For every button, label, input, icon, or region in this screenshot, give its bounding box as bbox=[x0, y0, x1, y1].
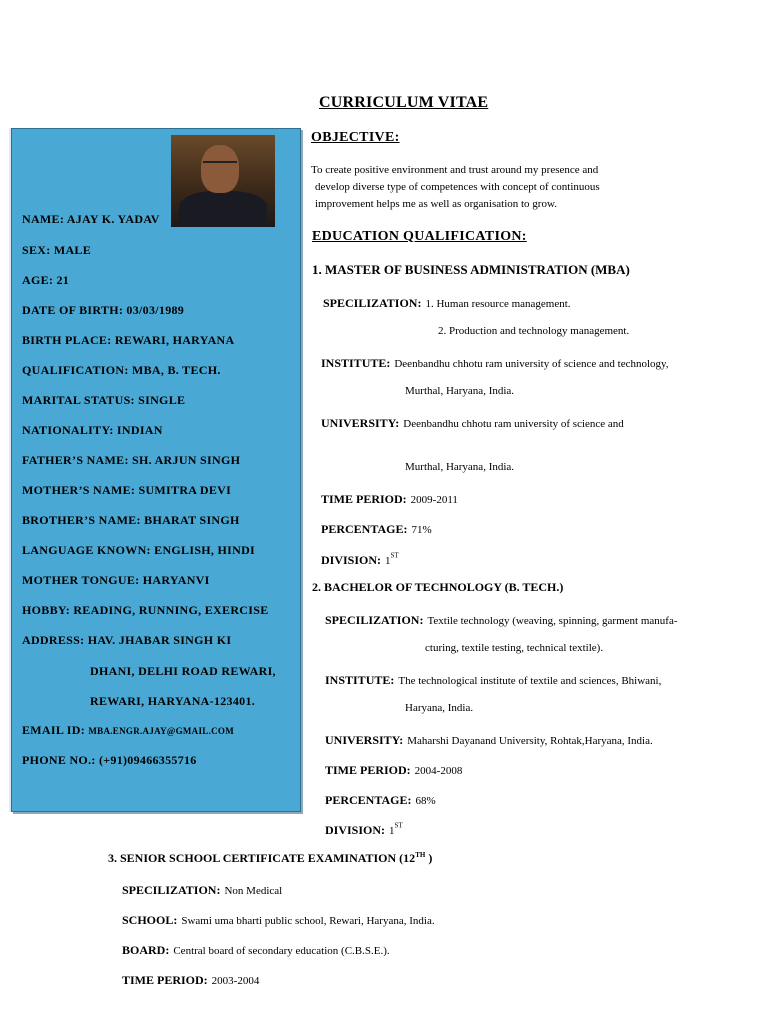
board-value: Central board of secondary education (C.B.S.E.). bbox=[173, 945, 390, 957]
profile-photo bbox=[171, 135, 275, 227]
dob-field: DATE OF BIRTH: 03/03/1989 bbox=[22, 303, 185, 317]
division-suffix: ST bbox=[394, 821, 403, 830]
btech-institute bbox=[325, 671, 661, 689]
hobby-field: HOBBY: READING, RUNNING, EXERCISE bbox=[22, 603, 269, 617]
board-label: BOARD: bbox=[122, 943, 170, 957]
ssc-school bbox=[122, 911, 435, 929]
mother-tongue-field: MOTHER TONGUE: HARYANVI bbox=[22, 573, 210, 587]
ssc-title-end: ) bbox=[425, 851, 433, 865]
time-label: TIME PERIOD: bbox=[321, 492, 407, 506]
percentage-value: 68% bbox=[415, 795, 436, 807]
address-line-2: DHANI, DELHI ROAD REWARI, bbox=[90, 664, 276, 678]
spec-value: Non Medical bbox=[224, 885, 283, 897]
spec-label: SPECILIZATION: bbox=[323, 296, 422, 310]
objective-line-3: improvement helps me as well as organisation to grow. bbox=[315, 198, 557, 210]
email-label: EMAIL ID: bbox=[22, 723, 89, 737]
institute-label: INSTITUTE: bbox=[325, 673, 395, 687]
division-label: DIVISION: bbox=[321, 553, 382, 567]
time-label: TIME PERIOD: bbox=[122, 973, 208, 987]
time-value: 2009-2011 bbox=[410, 494, 458, 506]
objective-line-2: develop diverse type of competences with concept of continuous bbox=[315, 181, 600, 193]
division-suffix: ST bbox=[390, 551, 399, 560]
school-value: Swami uma bharti public school, Rewari, Haryana, India. bbox=[181, 915, 435, 927]
ssc-title bbox=[108, 851, 432, 866]
ssc-time-period bbox=[122, 971, 259, 989]
photo-suit bbox=[179, 191, 267, 227]
objective-heading: OBJECTIVE: bbox=[311, 130, 400, 145]
time-label: TIME PERIOD: bbox=[325, 763, 411, 777]
division-value: 1 bbox=[389, 825, 395, 837]
name-field: NAME: AJAY K. YADAV bbox=[22, 212, 160, 226]
btech-specialization bbox=[325, 611, 678, 629]
btech-institute-2: Haryana, India. bbox=[405, 702, 474, 714]
institute-value: Deenbandhu chhotu ram university of science and technology, bbox=[394, 358, 669, 370]
address-line-3: REWARI, HARYANA-123401. bbox=[90, 694, 256, 708]
mba-title: 1. MASTER OF BUSINESS ADMINISTRATION (MBA) bbox=[312, 262, 630, 277]
sex-field: SEX: MALE bbox=[22, 243, 92, 257]
mba-university bbox=[321, 414, 624, 432]
ssc-title-text: 3. SENIOR SCHOOL CERTIFICATE EXAMINATION (12 bbox=[108, 851, 416, 865]
btech-university bbox=[325, 731, 653, 749]
btech-specialization-2: cturing, textile testing, technical textile). bbox=[425, 642, 604, 654]
mba-specialization-2: 2. Production and technology management. bbox=[438, 325, 630, 337]
university-label: UNIVERSITY: bbox=[321, 416, 400, 430]
ssc-specialization bbox=[122, 881, 282, 899]
address-line-1: ADDRESS: HAV. JHABAR SINGH KI bbox=[22, 633, 232, 647]
division-value: 1 bbox=[385, 555, 391, 567]
marital-status-field: MARITAL STATUS: SINGLE bbox=[22, 393, 186, 407]
time-value: 2003-2004 bbox=[211, 975, 260, 987]
mba-institute bbox=[321, 354, 669, 372]
percentage-value: 71% bbox=[411, 524, 432, 536]
mba-university-2: Murthal, Haryana, India. bbox=[405, 461, 515, 473]
birth-place-field: BIRTH PLACE: REWARI, HARYANA bbox=[22, 333, 235, 347]
qualification-field: QUALIFICATION: MBA, B. TECH. bbox=[22, 363, 221, 377]
percentage-label: PERCENTAGE: bbox=[321, 522, 408, 536]
spec-label: SPECILIZATION: bbox=[122, 883, 221, 897]
objective-line-1: To create positive environment and trust around my presence and bbox=[311, 164, 599, 176]
institute-label: INSTITUTE: bbox=[321, 356, 391, 370]
father-name-field: FATHER’S NAME: SH. ARJUN SINGH bbox=[22, 453, 241, 467]
spec-value: 1. Human resource management. bbox=[425, 298, 571, 310]
btech-time-period bbox=[325, 761, 462, 779]
education-heading: EDUCATION QUALIFICATION: bbox=[312, 229, 527, 244]
email-value[interactable]: MBA.ENGR.AJAY@GMAIL.COM bbox=[88, 726, 235, 736]
school-label: SCHOOL: bbox=[122, 913, 178, 927]
phone-field: PHONE NO.: (+91)09466355716 bbox=[22, 753, 197, 767]
time-value: 2004-2008 bbox=[414, 765, 463, 777]
language-field: LANGUAGE KNOWN: ENGLISH, HINDI bbox=[22, 543, 256, 557]
photo-glasses bbox=[203, 161, 237, 169]
nationality-field: NATIONALITY: INDIAN bbox=[22, 423, 163, 437]
university-label: UNIVERSITY: bbox=[325, 733, 404, 747]
mba-percentage bbox=[321, 520, 432, 538]
spec-label: SPECILIZATION: bbox=[325, 613, 424, 627]
division-label: DIVISION: bbox=[325, 823, 386, 837]
brother-name-field: BROTHER’S NAME: BHARAT SINGH bbox=[22, 513, 240, 527]
photo-face bbox=[201, 145, 239, 193]
university-value: Deenbandhu chhotu ram university of science and bbox=[403, 418, 624, 430]
mba-division bbox=[321, 551, 399, 569]
ssc-title-suffix: TH bbox=[415, 851, 426, 859]
mba-time-period bbox=[321, 490, 458, 508]
btech-percentage bbox=[325, 791, 436, 809]
btech-title: 2. BACHELOR OF TECHNOLOGY (B. TECH.) bbox=[312, 580, 564, 594]
university-value: Maharshi Dayanand University, Rohtak,Haryana, India. bbox=[407, 735, 653, 747]
institute-value: The technological institute of textile and sciences, Bhiwani, bbox=[398, 675, 662, 687]
page-title: CURRICULUM VITAE bbox=[319, 94, 489, 111]
ssc-board bbox=[122, 941, 390, 959]
email-field bbox=[22, 723, 234, 738]
spec-value: Textile technology (weaving, spinning, garment manufa- bbox=[427, 615, 678, 627]
mba-specialization bbox=[323, 294, 571, 312]
mba-institute-2: Murthal, Haryana, India. bbox=[405, 385, 515, 397]
personal-info-panel bbox=[11, 128, 301, 812]
age-field: AGE: 21 bbox=[22, 273, 70, 287]
btech-division bbox=[325, 821, 403, 839]
mother-name-field: MOTHER’S NAME: SUMITRA DEVI bbox=[22, 483, 232, 497]
percentage-label: PERCENTAGE: bbox=[325, 793, 412, 807]
